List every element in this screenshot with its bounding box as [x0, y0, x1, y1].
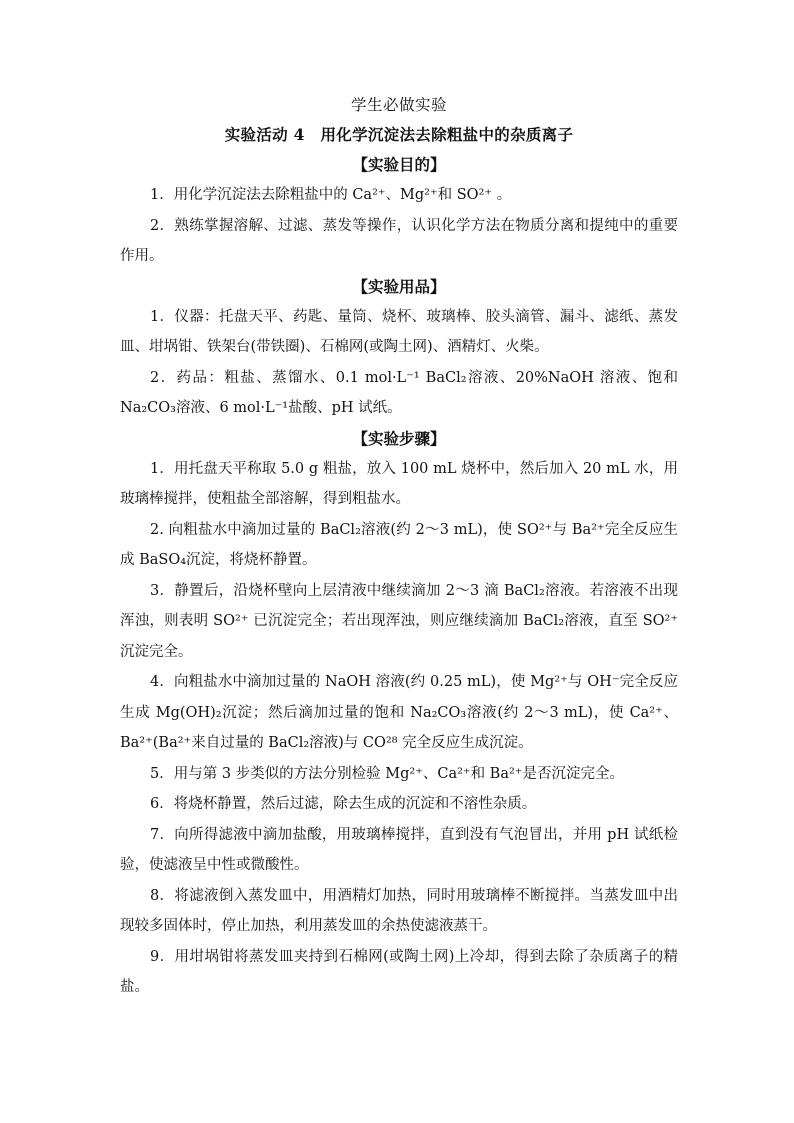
step-item: 1．用托盘天平称取 5.0 g 粗盐，放入 100 mL 烧杯中，然后加入 20 mL 水，用玻璃棒搅拌，使粗盐全部溶解，得到粗盐水。 — [120, 460, 678, 507]
section-heading-materials: 【实验用品】 — [352, 276, 446, 296]
step-item: 5．用与第 3 步类似的方法分别检验 Mg²⁺、Ca²⁺和 Ba²⁺是否沉淀完全。 — [150, 765, 624, 782]
purpose-item: 1．用化学沉淀法去除粗盐中的 Ca²⁺、Mg²⁺和 SO²⁺ 。 — [150, 187, 512, 203]
section-heading-purpose: 【实验目的】 — [352, 155, 446, 174]
document-title: 学生必做实验 — [350, 96, 447, 114]
step-item: 9．用坩埚钳将蒸发皿夹持到石棉网(或陶土网)上冷却，得到去除了杂质离子的精盐。 — [120, 948, 678, 995]
step-item: 4．向粗盐水中滴加过量的 NaOH 溶液(约 0.25 mL)，使 Mg²⁺与 OH⁻完全反应生成 Mg(OH)₂沉淀；然后滴加过量的饱和 Na₂CO₃溶液(约 2～3 mL)，使 Ca²⁺、Ba²⁺(Ba²⁺来自过量的 BaCl₂溶液)与 CO²⁸ 完全反应生成沉淀。 — [120, 674, 678, 751]
section-heading-steps: 【实验步骤】 — [352, 428, 446, 448]
document-page — [120, 90, 678, 1003]
activity-title: 实验活动 4 用化学沉淀法去除粗盐中的杂质离子 — [224, 125, 574, 144]
step-item: 2. 向粗盐水中滴加过量的 BaCl₂溶液(约 2～3 mL)，使 SO²⁺与 Ba²⁺完全反应生成 BaSO₄沉淀，将烧杯静置。 — [120, 521, 678, 568]
step-item: 3．静置后，沿烧杯壁向上层清液中继续滴加 2～3 滴 BaCl₂溶液。若溶液不出现浑浊，则表明 SO²⁺ 已沉淀完全；若出现浑浊，则应继续滴加 BaCl₂溶液，直至 SO²⁺沉淀完全。 — [120, 582, 678, 660]
materials-item: 2．药品：粗盐、蒸馏水、0.1 mol·L⁻¹ BaCl₂溶液、20%NaOH 溶液、饱和 Na₂CO₃溶液、6 mol·L⁻¹盐酸、pH 试纸。 — [120, 369, 678, 416]
materials-item: 1．仪器：托盘天平、药匙、量筒、烧杯、玻璃棒、胶头滴管、漏斗、滤纸、蒸发皿、坩埚钳、铁架台(带铁圈)、石棉网(或陶土网)、酒精灯、火柴。 — [120, 308, 678, 355]
purpose-item: 2．熟练掌握溶解、过滤、蒸发等操作，认识化学方法在物质分离和提纯中的重要作用。 — [120, 217, 678, 264]
step-item: 7．向所得滤液中滴加盐酸，用玻璃棒搅拌，直到没有气泡冒出，并用 pH 试纸检验，使滤液呈中性或微酸性。 — [120, 826, 678, 873]
step-item: 8．将滤液倒入蒸发皿中，用酒精灯加热，同时用玻璃棒不断搅拌。当蒸发皿中出现较多固体时，停止加热，利用蒸发皿的余热使滤液蒸干。 — [120, 887, 678, 934]
step-item: 6．将烧杯静置，然后过滤，除去生成的沉淀和不溶性杂质。 — [150, 796, 537, 812]
